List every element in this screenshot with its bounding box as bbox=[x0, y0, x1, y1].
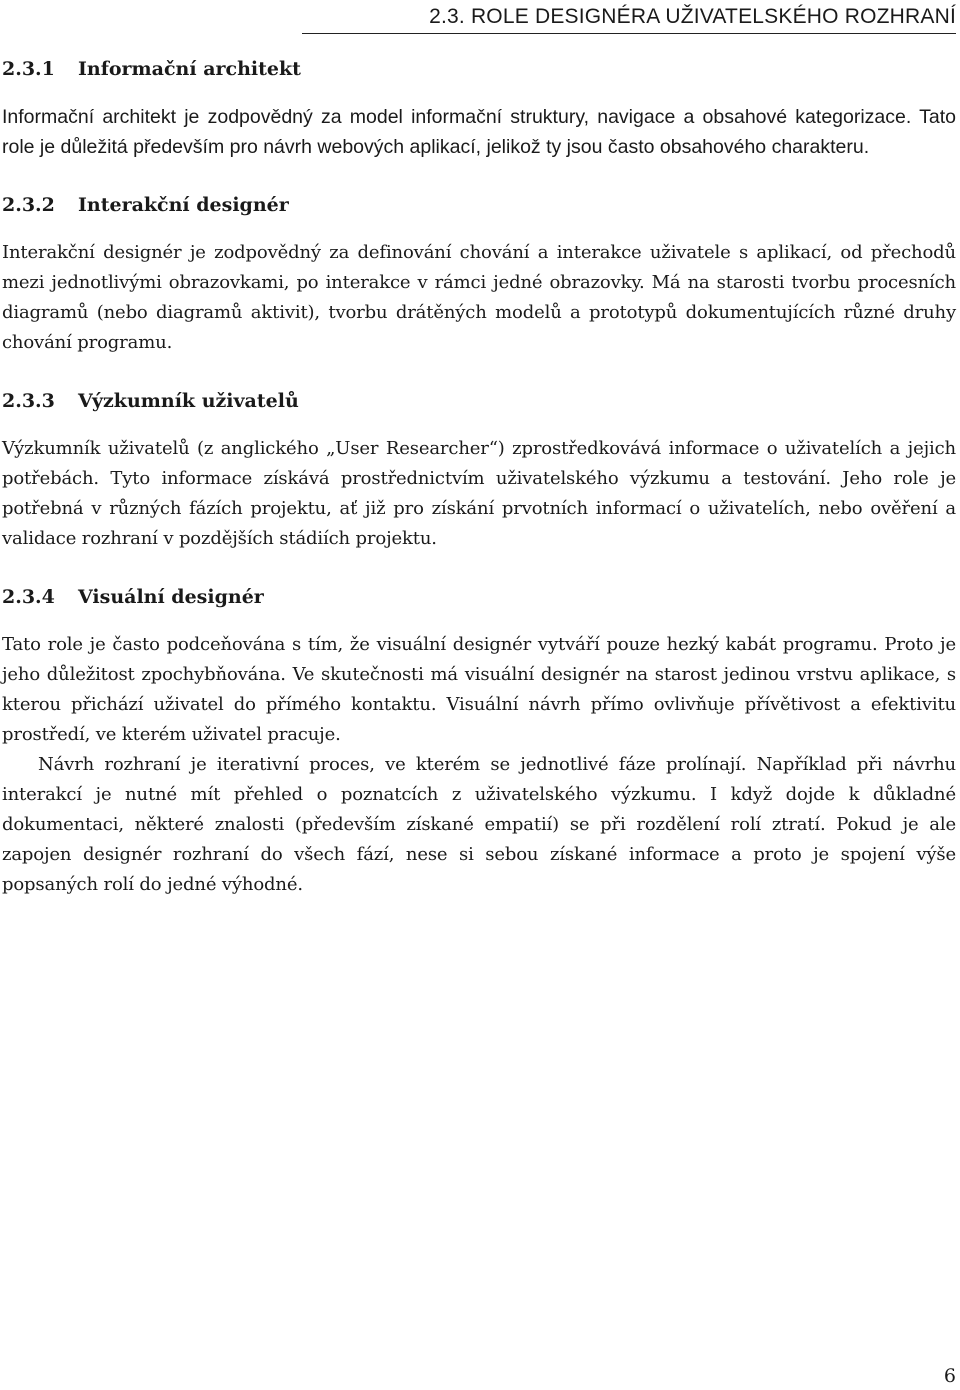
section-heading bbox=[2, 190, 956, 220]
section-title: Informační architekt bbox=[78, 58, 301, 80]
section-heading bbox=[2, 582, 956, 612]
section-number: 2.3.4 bbox=[2, 586, 55, 608]
paragraph: Návrh rozhraní je iterativní proces, ve kterém se jednotlivé fáze prolínají. Například při návrhu interakcí je nutné mít přehled o poznatcích z uživatelského výzkumu. I když dojde k důkladné dokumentaci, některé znalosti (především získané empatií) se při rozdělení rolí ztratí. Pokud je ale zapojen designér rozhraní do všech fází, nese si sebou získané informace a proto je spojení výše popsaných rolí do jedné výhodné. bbox=[2, 754, 956, 895]
section-title: Výzkumník uživatelů bbox=[78, 390, 299, 412]
paragraph: Tato role je často podceňována s tím, že visuální designér vytváří pouze hezký kabát programu. Proto je jeho důležitost zpochybňována. Ve skutečnosti má visuální designér na starost jedinou vrstvu aplikace, s kterou přichází uživatel do přímého kontaktu. Visuální návrh přímo ovlivňuje přívětivost a efektivitu prostředí, ve kterém uživatel pracuje. bbox=[2, 634, 956, 745]
paragraph: Výzkumník uživatelů (z anglického „User Researcher“) zprostředkovává informace o uživatelích a jejich potřebách. Tyto informace získává prostřednictvím uživatelského výzkumu a testování. Jeho role je potřebná v různých fázích projektu, ať již pro získání prvotních informací o uživatelích, nebo ověření a validace rozhraní v pozdějších stádiích projektu. bbox=[2, 438, 956, 549]
section-number: 2.3.3 bbox=[2, 390, 55, 412]
section-informacni-architekt bbox=[2, 54, 956, 162]
section-interakcni-designer bbox=[2, 190, 956, 358]
section-heading bbox=[2, 54, 956, 84]
section-title: Interakční designér bbox=[78, 194, 289, 216]
paragraph: Interakční designér je zodpovědný za definování chování a interakce uživatele s aplikací, od přechodů mezi jednotlivými obrazovkami, po interakce v rámci jedné obrazovky. Má na starosti tvorbu procesních diagramů (nebo diagramů aktivit), tvorbu drátěných modelů a prototypů dokumentujících různé druhy chování programu. bbox=[2, 242, 956, 353]
section-heading bbox=[2, 386, 956, 416]
section-number: 2.3.1 bbox=[2, 58, 55, 80]
page-number: 6 bbox=[943, 1365, 956, 1387]
section-title: Visuální designér bbox=[78, 586, 264, 608]
running-header: 2.3. ROLE DESIGNÉRA UŽIVATELSKÉHO ROZHRANÍ bbox=[302, 4, 956, 34]
section-number: 2.3.2 bbox=[2, 194, 55, 216]
section-visualni-designer bbox=[2, 582, 956, 900]
page-content bbox=[2, 54, 956, 928]
paragraph: Informační architekt je zodpovědný za model informační struktury, navigace a obsahové kategorizace. Tato role je důležitá především pro návrh webových aplikací, jelikož ty jsou často obsahového charakteru. bbox=[2, 106, 956, 158]
section-vyzkumnik-uzivatelu bbox=[2, 386, 956, 554]
